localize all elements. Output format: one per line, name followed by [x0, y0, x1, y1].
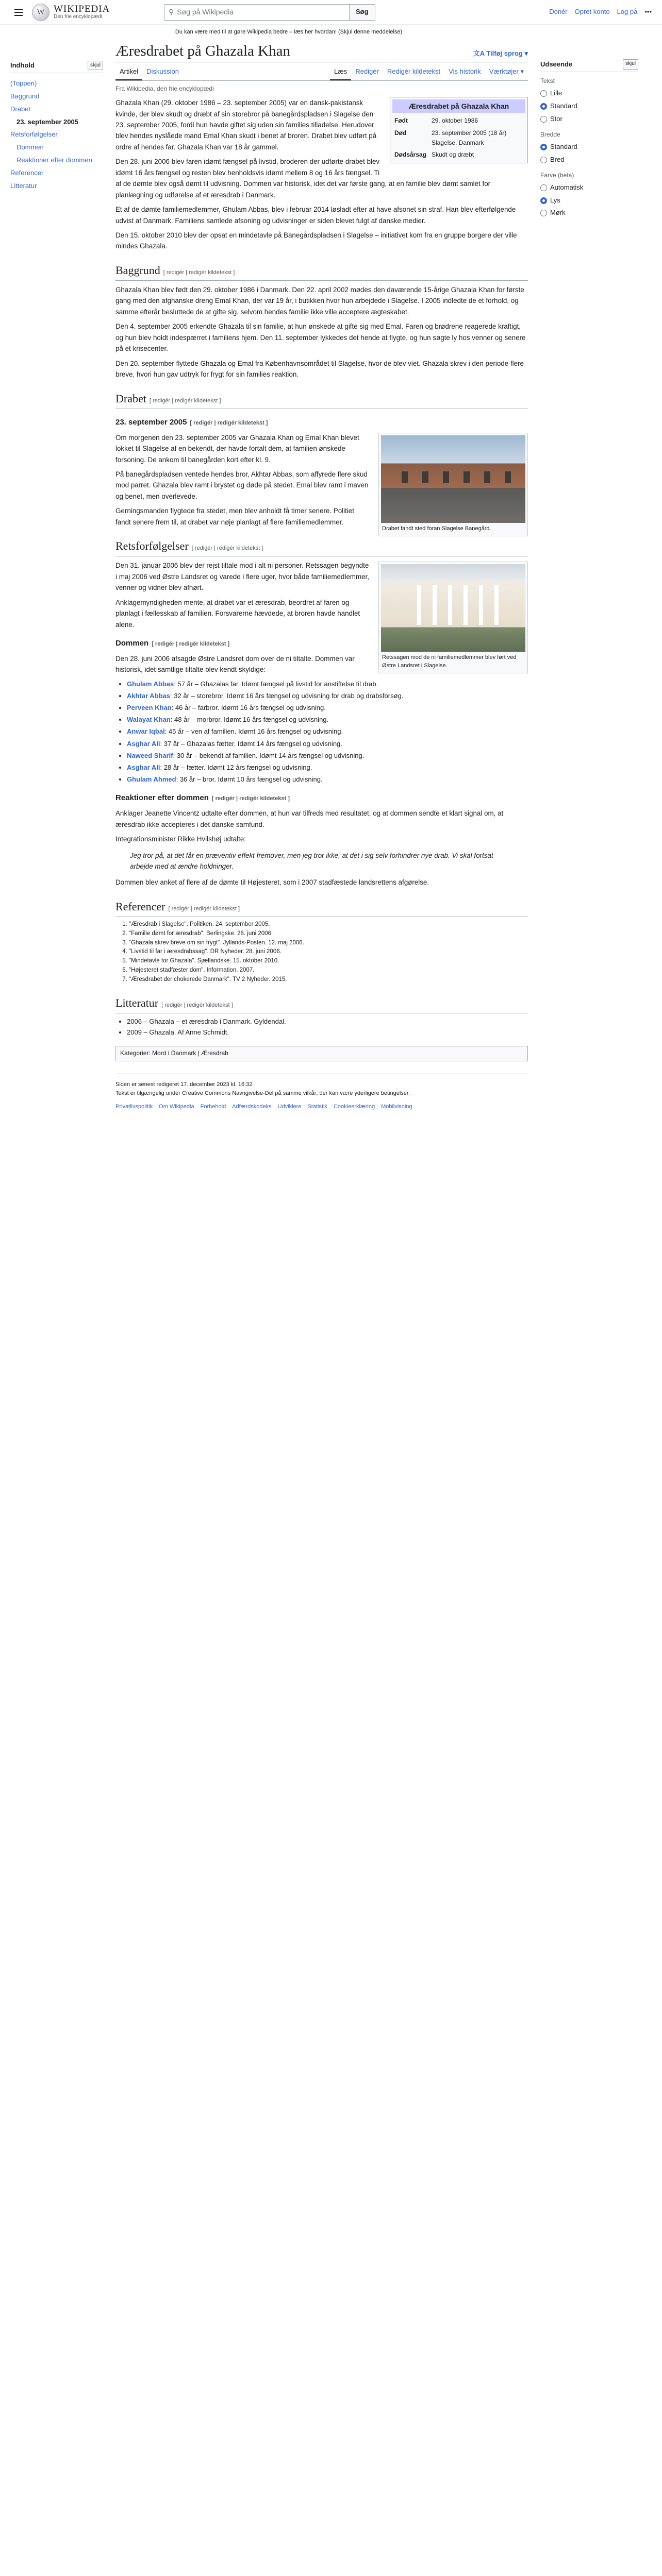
edit-section-link[interactable]: [ redigér | redigér kildetekst ]: [152, 641, 230, 648]
option-width_opts[interactable]: [540, 154, 638, 166]
category-box[interactable]: Kategorier: Mord i Danmark | Æresdrab: [115, 1046, 528, 1061]
reference-item[interactable]: 2. "Familie dømt for æresdrab". Berlingske. 28. juni 2006.: [129, 929, 528, 939]
option-width_opts[interactable]: [540, 141, 638, 154]
globe-icon: W: [32, 4, 49, 21]
login-link[interactable]: Log på: [617, 8, 638, 16]
option-label: Standard: [550, 143, 577, 151]
search-input[interactable]: [164, 4, 350, 21]
logo-subtitle: Den frie encyklopædi: [54, 14, 102, 20]
tab-edit[interactable]: Redigér: [355, 67, 379, 76]
add-language-button[interactable]: 文A Tilføj sprog ▾: [473, 49, 528, 57]
reference-item[interactable]: 5. "Mindetavle for Ghazala". Sjællandske. 15. oktober 2010.: [129, 957, 528, 966]
header: [0, 0, 662, 25]
edit-section-link[interactable]: [ redigér | redigér kildetekst ]: [190, 419, 268, 426]
toc-item[interactable]: Baggrund: [10, 92, 40, 100]
reference-item[interactable]: 4. "Livstid til far i æresdrabssag". DR Nyheder. 28. juni 2006.: [129, 947, 528, 957]
infobox: [390, 97, 528, 163]
infobox-row: [392, 127, 525, 149]
option-label: Standard: [550, 102, 577, 110]
verdict-item: • Akhtar Abbas: 32 år – storebror. Idømt 16 års fængsel og udvisning for drab og drabsforsøg.: [127, 691, 528, 701]
article: [115, 42, 528, 1061]
dommen-intro: Den 28. juni 2006 afsagde Østre Landsret dom over de ni tiltalte. Dommen var historisk, idet samtlige tiltalte blev kendt skyldige:: [115, 655, 355, 674]
option-text_opts[interactable]: [540, 113, 638, 126]
reference-item[interactable]: 1. "Æresdrab i Slagelse". Politiken. 24. september 2005.: [129, 920, 528, 929]
create-account-link[interactable]: Opret konto: [574, 8, 610, 16]
verdict-item: • Ghulam Ahmed: 36 år – bror. Idømt 10 års fængsel og udvisning.: [127, 774, 528, 785]
infobox-row: [392, 149, 525, 161]
toc-item[interactable]: (Toppen): [10, 79, 37, 88]
wikipedia-logo[interactable]: [32, 4, 135, 21]
reference-item[interactable]: 7. "Æresdrabet der chokerede Danmark". TV 2 Nyheder. 2015.: [129, 975, 528, 985]
page-tabs: [115, 64, 528, 81]
court-image[interactable]: [381, 564, 525, 652]
heading-referencer: Referencer: [115, 900, 166, 913]
verdict-name[interactable]: Ghulam Ahmed: [127, 775, 176, 784]
footer-link[interactable]: Forbehold: [200, 1103, 226, 1110]
toc-item[interactable]: Retsforfølgelser: [10, 130, 58, 139]
verdict-text: 37 år – Ghazalas fætter. Idømt 14 års fængsel og udvisning.: [163, 739, 342, 748]
edit-section-link[interactable]: [ redigér | redigér kildetekst ]: [163, 269, 235, 276]
footer-link[interactable]: Cookieerklæring: [333, 1103, 375, 1110]
verdict-item: • Ghulam Abbas: 57 år – Ghazalas far. Idømt fængsel på livstid for anstiftelse til drab.: [127, 679, 528, 689]
option-label: Lille: [550, 89, 562, 97]
option-color_opts[interactable]: [540, 207, 638, 219]
page-title: Æresdrabet på Ghazala Khan: [115, 42, 290, 59]
verdict-list: [127, 679, 528, 785]
infobox-row: [392, 115, 525, 127]
verdict-name[interactable]: Akhtar Abbas: [127, 692, 171, 700]
reakt-paragraph: Anklager Jeanette Vincentz udtalte efter dommen, at hun var tilfreds med resultatet, og at dommen sendte et klart signal om, at æresdrab ikke accepteres i det danske samfund.: [115, 809, 504, 828]
search-placeholder: Søg på Wikipedia: [177, 8, 234, 16]
tagline: Fra Wikipedia, den frie encyklopædi: [115, 84, 214, 92]
court-caption: Retssagen mod de ni familiemedlemmer blev ført ved Østre Landsret i Slagelse.: [382, 654, 517, 669]
drabet-paragraph: Om morgenen den 23. september 2005 var Ghazala Khan og Emal Khan blevet lokket til Slagelse af en bekendt, der havde fortalt dem, at familien ønskede forsoning. De ankom til banegården kort efter kl. 9.: [115, 433, 359, 464]
rets-paragraph: Anklagemyndigheden mente, at drabet var et æresdrab, beordret af faren og planlagt i fællesskab af familien. Forsvarerne hævdede, at broren havde handlet alene.: [115, 598, 360, 629]
site-notice[interactable]: Du kan være med til at gøre Wikipedia bedre – læs her hvordan! (Skjul denne meddelelse): [175, 29, 403, 35]
footer-link[interactable]: Om Wikipedia: [159, 1103, 194, 1110]
reference-list: [129, 920, 528, 985]
slagelse-station-image[interactable]: [381, 435, 525, 523]
width-label: Bredde: [540, 130, 560, 138]
tab-edit-source[interactable]: Redigér kildetekst: [387, 67, 441, 76]
radio-icon[interactable]: [540, 144, 547, 150]
drabet-paragraph: På banegårdspladsen ventede hendes bror, Akhtar Abbas, som affyrede flere skud mod parret. Ghazala blev ramt i brystet og døde på stedet. Emal blev ramt i maven og benet, men overlevede.: [115, 470, 369, 500]
infobox-key: Dødsårsag: [394, 150, 427, 158]
edit-section-link[interactable]: [ redigér | redigér kildetekst ]: [161, 1002, 233, 1008]
verdict-text: 46 år – farbror. Idømt 16 års fængsel og udvisning.: [175, 704, 326, 712]
tools-menu[interactable]: Værktøjer ▾: [489, 67, 524, 76]
edit-section-link[interactable]: [ redigér | redigér kildetekst ]: [149, 397, 221, 404]
verdict-name[interactable]: Asghar Ali: [127, 739, 160, 748]
verdict-text: 30 år – bekendt af familien. Idømt 14 års fængsel og udvisning.: [176, 751, 365, 759]
verdict-text: 45 år – ven af familien. Idømt 16 års fængsel og udvisning.: [168, 727, 343, 736]
appearance-panel: [540, 42, 638, 1061]
rets-paragraph: Den 31. januar 2006 blev der rejst tiltale mod i alt ni personer. Retssagen begyndte i maj 2006 ved Østre Landsret og varede i flere uger, hvor både familiemedlemmer, venner og vidner blev afhørt.: [115, 562, 369, 592]
verdict-name[interactable]: Perveen Khan: [127, 704, 172, 712]
intro-paragraph: Et af de dømte familiemedlemmer, Ghulam Abbas, blev i februar 2014 løsladt efter at have afsonet sin straf. Han blev efterfølgende udvist af Danmark. Familiens samlede afsoning og udvisninger er siden blevet fulgt af danske medier.: [115, 206, 516, 225]
infobox-value: 29. oktober 1986: [432, 117, 478, 125]
toc-item[interactable]: Reaktioner efter dommen: [16, 156, 92, 164]
drabet-paragraph: Gerningsmanden flygtede fra stedet, men blev anholdt få timer senere. Politiet fandt senere frem til, at drabet var nøje planlagt af flere familiemedlemmer.: [115, 507, 354, 526]
verdict-item: • Anwar Iqbal: 45 år – ven af familien. Idømt 16 års fængsel og udvisning.: [127, 726, 528, 737]
toc-item[interactable]: 23. september 2005: [16, 117, 78, 126]
intro-paragraph: Ghazala Khan (29. oktober 1986 – 23. september 2005) var en dansk-pakistansk kvinde, der blev skudt og dræbt af sin storebror på banegårdspladsen i Slagelse den 23. september 2005, fordi hun havde giftet sig uden sin families tilladelse. Herudover blev hendes nyslåede mand Emal Khan skudt i benet af broren. Drabet blev udført på ordre af hendes far. Ghazala Khan var 18 år gammel.: [115, 99, 377, 151]
toc-hide-button[interactable]: skjul: [88, 61, 103, 70]
verdict-text: 28 år – fætter. Idømt 12 års fængsel og udvisning.: [163, 763, 312, 771]
heading-baggrund: Baggrund: [115, 263, 160, 277]
edit-section-link[interactable]: [ redigér | redigér kildetekst ]: [191, 545, 263, 552]
heading-reaktioner: Reaktioner efter dommen: [115, 793, 209, 803]
license-text: Tekst er tilgængelig under Creative Commons Navngivelse-Del på samme vilkår; der kan være yderligere betingelser.: [115, 1090, 410, 1097]
verdict-name[interactable]: Ghulam Abbas: [127, 680, 174, 688]
footer-link[interactable]: Mobilvisning: [381, 1103, 412, 1110]
verdict-name[interactable]: Naweed Sharif: [127, 751, 173, 759]
verdict-text: 48 år – morbror. Idømt 16 års fængsel og udvisning.: [174, 716, 329, 724]
edit-section-link[interactable]: [ redigér | redigér kildetekst ]: [211, 795, 290, 802]
reaktion-paragraph: Dommen blev anket af flere af de dømte til Højesteret, som i 2007 stadfæstede landsrettens afgørelse.: [115, 878, 429, 887]
verdict-text: 57 år – Ghazalas far. Idømt fængsel på livstid for anstiftelse til drab.: [177, 680, 378, 688]
logo-title: WIKIPEDIA: [54, 4, 110, 14]
verdict-item: • Walayat Khan: 48 år – morbror. Idømt 16 års fængsel og udvisning.: [127, 715, 528, 725]
court-figure: [378, 562, 528, 673]
verdict-item: • Asghar Ali: 37 år – Ghazalas fætter. Idømt 14 års fængsel og udvisning.: [127, 739, 528, 749]
radio-icon[interactable]: [540, 184, 547, 191]
footer-link[interactable]: Privatlivspolitik: [115, 1103, 153, 1110]
verdict-name[interactable]: Anwar Iqbal: [127, 727, 165, 736]
heading-23-september: 23. september 2005: [115, 417, 187, 427]
option-color_opts[interactable]: [540, 194, 638, 207]
search-icon: ⚲: [169, 8, 174, 16]
last-edited: Siden er senest redigeret 17. december 2023 kl. 16:32.: [115, 1081, 254, 1088]
appearance-hide-button[interactable]: skjul: [623, 59, 638, 70]
heading-drabet: Drabet: [115, 392, 146, 405]
heading-retsforfolgelser: Retsforfølgelser: [115, 539, 189, 553]
option-text_opts[interactable]: [540, 87, 638, 100]
donate-link[interactable]: Donér: [549, 8, 568, 16]
table-of-contents: [10, 42, 103, 1061]
heading-litteratur: Litteratur: [115, 996, 159, 1009]
radio-icon[interactable]: [540, 90, 547, 97]
infobox-key: Født: [394, 117, 408, 125]
literature-item: • 2006 – Ghazala – et æresdrab i Danmark. Gyldendal.: [127, 1016, 528, 1027]
station-figure: [378, 433, 528, 536]
infobox-key: Død: [394, 129, 407, 137]
verdict-item: • Asghar Ali: 28 år – fætter. Idømt 12 års fængsel og udvisning.: [127, 762, 528, 773]
literature-list: [127, 1016, 528, 1038]
radio-icon[interactable]: [540, 116, 547, 123]
infobox-title: Æresdrabet på Ghazala Khan: [392, 99, 525, 113]
main-menu-icon[interactable]: [10, 4, 27, 21]
option-label: Bred: [550, 155, 565, 163]
option-label: Lys: [550, 196, 560, 204]
verdict-item: • Naweed Sharif: 30 år – bekendt af familien. Idømt 14 års fængsel og udvisning.: [127, 751, 528, 761]
toc-item[interactable]: Drabet: [10, 105, 31, 113]
option-label: Mørk: [550, 209, 566, 217]
intro-paragraph: Den 28. juni 2006 blev faren idømt fængsel på livstid, broderen der udførte drabet blev idømt 16 års fængsel og resten blev henholdsvis idømt mellem 8 og 16 års fængsel. Ti af de dømte blev også dømt til udvisning. Dommen var historisk, idet det var første gang, at en familie blev dømt samlet for planlægning og udførelse af et æresdrab i Danmark.: [115, 158, 491, 199]
baggrund-paragraph: Den 4. september 2005 erkendte Ghazala til sin familie, at hun ønskede at gifte sig med Emal. Faren og brødrene reagerede kraftigt, og hun blev holdt indespærret i familiens hjem. Den 11. september lykkedes det hende at flygte, og hun søgte ly hos venner og senere på et krisecenter.: [115, 323, 526, 353]
heading-dommen: Dommen: [115, 639, 149, 648]
infobox-value: 23. september 2005 (18 år) Slagelse, Danmark: [432, 129, 507, 146]
more-menu-icon[interactable]: •••: [644, 8, 652, 16]
station-caption: Drabet fandt sted foran Slagelse Banegård.: [382, 525, 491, 532]
toc-item[interactable]: Dommen: [16, 143, 44, 151]
verdict-text: 36 år – bror. Idømt 10 års fængsel og udvisning.: [179, 775, 323, 784]
verdict-name[interactable]: Asghar Ali: [127, 763, 160, 771]
toc-title: Indhold: [10, 61, 35, 69]
edit-section-link[interactable]: [ redigér | redigér kildetekst ]: [168, 905, 240, 912]
user-links: [549, 7, 652, 18]
toc-item[interactable]: Referencer: [10, 168, 44, 177]
footer-link[interactable]: Udviklere: [277, 1103, 302, 1110]
reakt-paragraph: Integrationsminister Rikke Hvilshøj udtalte:: [115, 835, 246, 843]
tab-article[interactable]: Artikel: [115, 64, 142, 80]
baggrund-paragraph: Den 20. september flyttede Ghazala og Emal fra Københavnsområdet til Slagelse, hvor de blev viet. Ghazala skrev i den periode flere breve, hvori hun gav udtryk for frygt for sin families reaktion.: [115, 359, 524, 379]
tab-read[interactable]: Læs: [330, 64, 351, 80]
infobox-value: Skudt og dræbt: [432, 150, 474, 158]
appearance-title: Udseende: [540, 60, 573, 68]
literature-item: • 2009 – Ghazala. Af Anne Schmidt.: [127, 1027, 528, 1038]
option-label: Automatisk: [550, 183, 584, 191]
baggrund-paragraph: Ghazala Khan blev født den 29. oktober 1986 i Danmark. Den 22. april 2002 mødes den daværende 15-årige Ghazala Khan for første gang med den afghanske dreng Emal Khan, der var 19 år, i butikken hvor hun arbejdede i Slagelse. I 2005 indledte de et forhold, og samme efterår besluttede de at gifte sig, selvom hendes familie ikke ville acceptere ægteskabet.: [115, 286, 524, 316]
option-color_opts[interactable]: [540, 181, 638, 194]
radio-icon[interactable]: [540, 210, 547, 216]
tab-talk[interactable]: Diskussion: [146, 67, 179, 76]
footer-link[interactable]: Adfærdskodeks: [232, 1103, 272, 1110]
option-text_opts[interactable]: [540, 100, 638, 113]
quote: Jeg tror på, at det får en præventiv effekt fremover, men jeg tror ikke, at det i sig selv forhindrer nye drab. Vi skal fortsat arbejde med at ændre holdninger.: [130, 851, 493, 870]
toc-item[interactable]: Litteratur: [10, 181, 37, 190]
footer-link[interactable]: Statistik: [307, 1103, 327, 1110]
verdict-item: • Perveen Khan: 46 år – farbror. Idømt 16 års fængsel og udvisning.: [127, 703, 528, 713]
text-size-label: Tekst: [540, 77, 555, 85]
verdict-name[interactable]: Walayat Khan: [127, 716, 171, 724]
tab-history[interactable]: Vis historik: [449, 67, 481, 76]
reference-item[interactable]: 3. "Ghazala skrev breve om sin frygt". Jyllands-Posten. 12. maj 2006.: [129, 939, 528, 948]
search-form: [164, 4, 375, 21]
search-button[interactable]: Søg: [350, 4, 375, 21]
reference-item[interactable]: 6. "Højesteret stadfæster dom". Information. 2007.: [129, 966, 528, 975]
footer: [115, 1074, 528, 1112]
radio-icon[interactable]: [540, 197, 547, 204]
radio-icon[interactable]: [540, 157, 547, 163]
color-label: Farve (beta): [540, 171, 574, 179]
radio-icon[interactable]: [540, 103, 547, 110]
verdict-text: 32 år – storebror. Idømt 16 års fængsel og udvisning for drab og drabsforsøg.: [174, 692, 404, 700]
option-label: Stor: [550, 115, 562, 123]
intro-paragraph: Den 15. oktober 2010 blev der opsat en mindetavle på Banegårdspladsen i Slagelse – initiativet kom fra en gruppe borgere der ville mindes Ghazala.: [115, 231, 517, 250]
